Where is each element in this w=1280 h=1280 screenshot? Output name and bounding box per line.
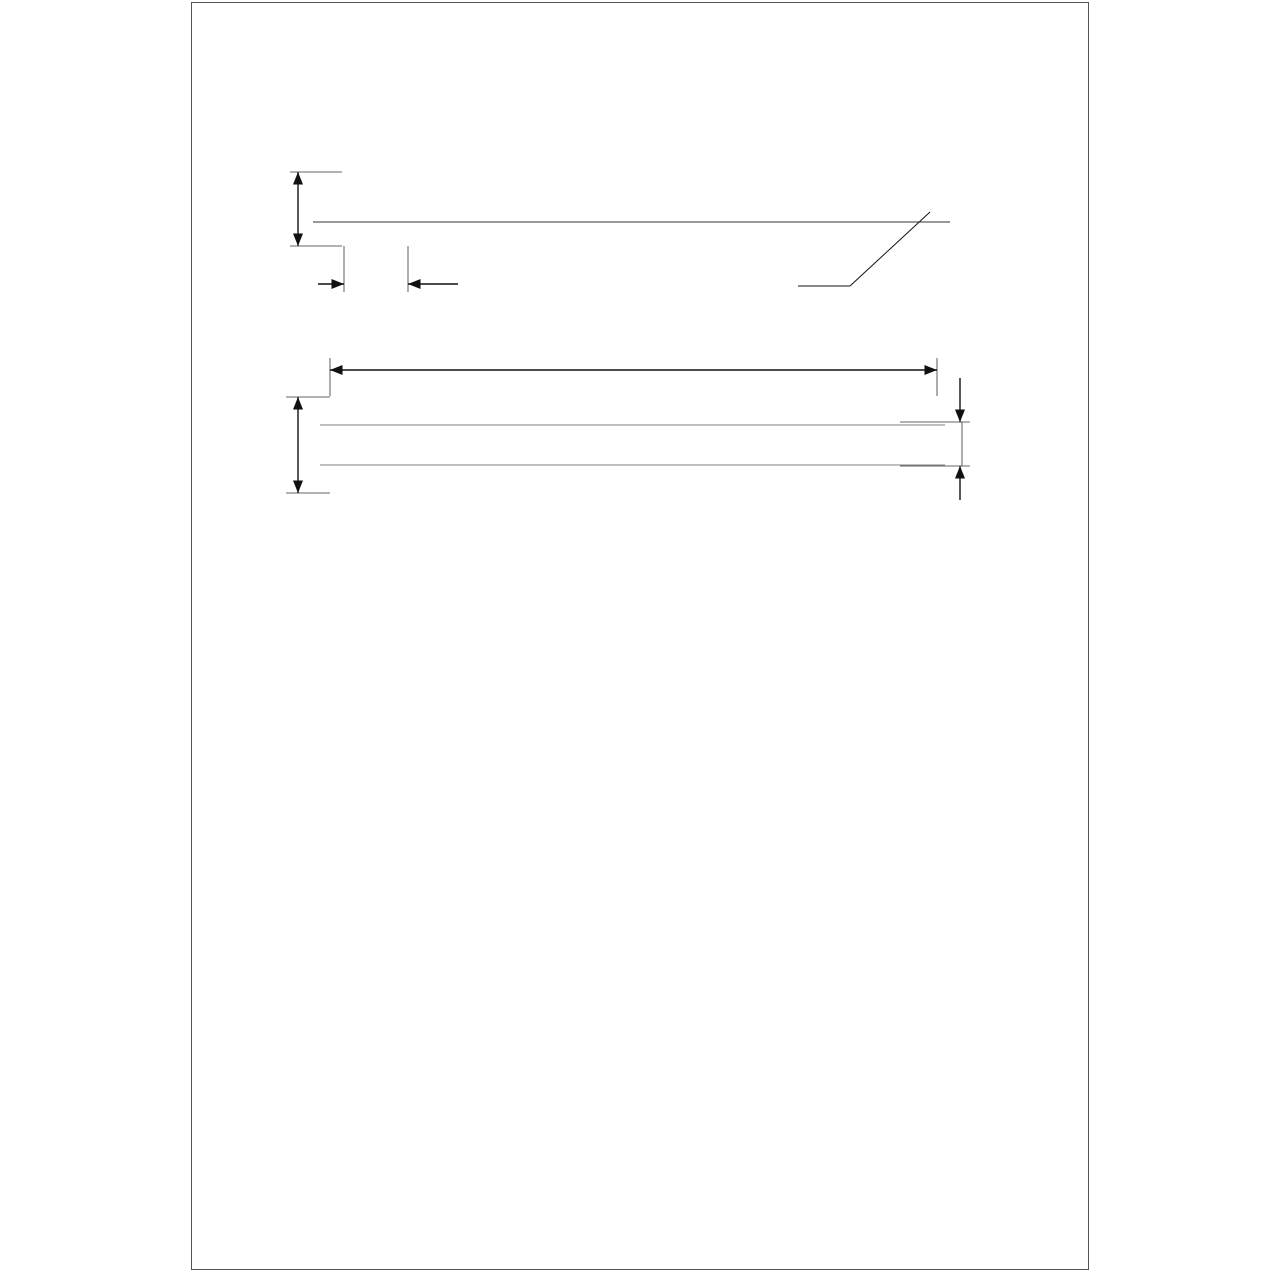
terminal-block-drawing	[0, 0, 1280, 600]
side-view	[290, 172, 950, 292]
top-view	[286, 358, 970, 500]
